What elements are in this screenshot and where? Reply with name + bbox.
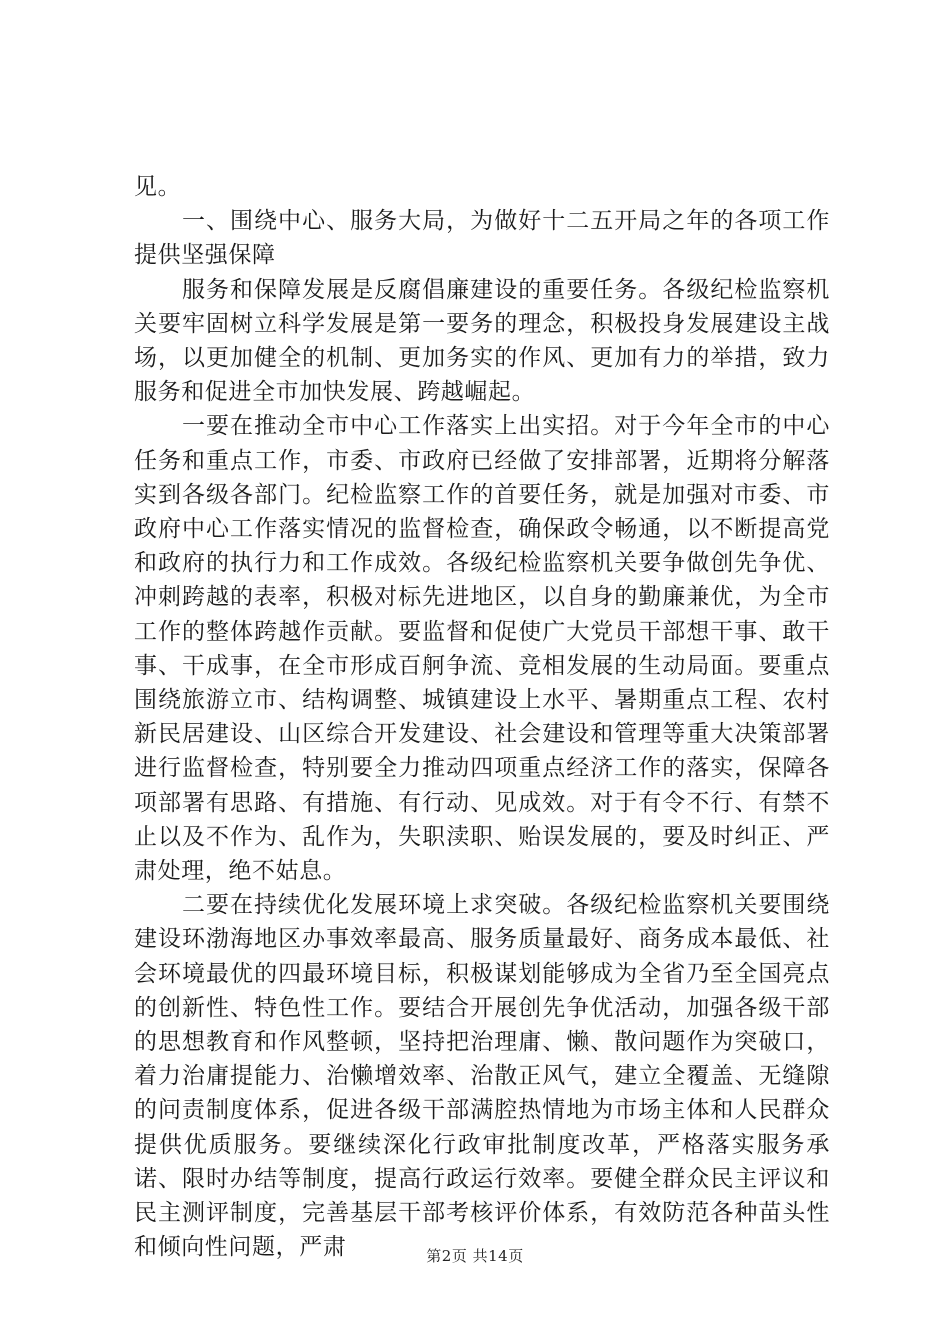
page-footer: 第2页 共14页: [426, 1247, 524, 1265]
paragraph: 服务和保障发展是反腐倡廉建设的重要任务。各级纪检监察机关要牢固树立科学发展是第一要务的理念，积极投身发展建设主战场，以更加健全的机制、更加务实的作风、更加有力的举措，致力服务和促进全市加快发展、跨越崛起。: [134, 276, 830, 406]
paragraph: 二要在持续优化发展环境上求突破。各级纪检监察机关要围绕建设环渤海地区办事效率最高、服务质量最好、商务成本最低、社会环境最优的四最环境目标，积极谋划能够成为全省乃至全国亮点的创新性、特色性工作。要结合开展创先争优活动，加强各级干部的思想教育和作风整顿，坚持把治理庸、懒、散问题作为突破口，着力治庸提能力、治懒增效率、治散正风气，建立全覆盖、无缝隙的问责制度体系，促进各级干部满腔热情地为市场主体和人民群众提供优质服务。要继续深化行政审批制度改革，严格落实服务承诺、限时办结等制度，提高行政运行效率。要健全群众民主评议和民主测评制度，完善基层干部考核评价体系，有效防范各种苗头性和倾向性问题，严肃: [134, 892, 830, 1261]
paragraph-continuation: 见。: [134, 174, 182, 200]
paragraph: 一要在推动全市中心工作落实上出实招。对于今年全市的中心任务和重点工作，市委、市政府已经做了安排部署，近期将分解落实到各级各部门。纪检监察工作的首要任务，就是加强对市委、市政府中心工作落实情况的监督检查，确保政令畅通，以不断提高党和政府的执行力和工作成效。各级纪检监察机关要争做创先争优、冲刺跨越的表率，积极对标先进地区，以自身的勤廉兼优，为全市工作的整体跨越作贡献。要监督和促使广大党员干部想干事、敢干事、干成事，在全市形成百舸争流、竞相发展的生动局面。要重点围绕旅游立市、结构调整、城镇建设上水平、暑期重点工程、农村新民居建设、山区综合开发建设、社会建设和管理等重大决策部署进行监督检查，特别要全力推动四项重点经济工作的落实，保障各项部署有思路、有措施、有行动、见成效。对于有令不行、有禁不止以及不作为、乱作为，失职渎职、贻误发展的，要及时纠正、严肃处理，绝不姑息。: [134, 413, 830, 885]
document-body: [134, 170, 830, 1265]
section-heading: 一、围绕中心、服务大局，为做好十二五开局之年的各项工作提供坚强保障: [134, 208, 830, 269]
